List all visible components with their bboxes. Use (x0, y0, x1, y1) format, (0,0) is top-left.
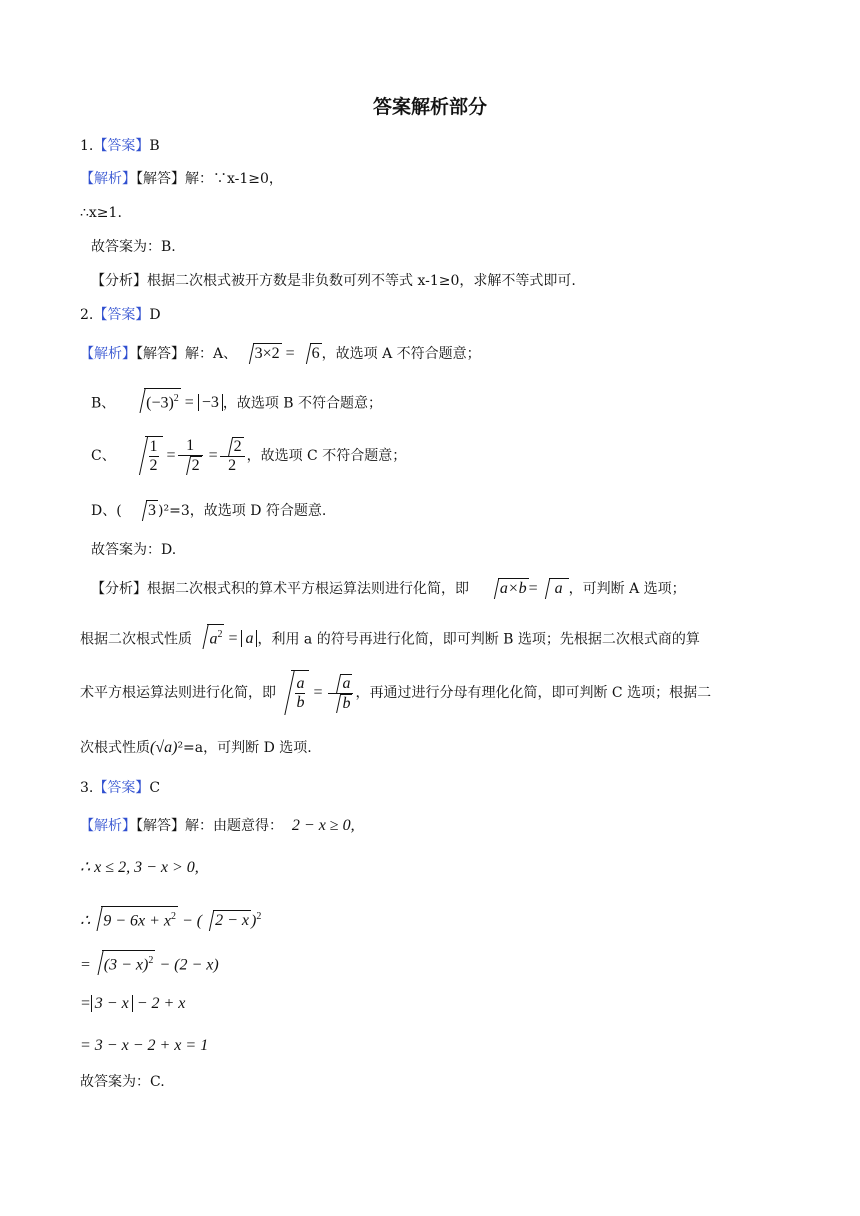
numerator: 1 (149, 437, 158, 455)
q3-solution-line (80, 816, 355, 836)
solution-tag: 【解答】 (136, 346, 185, 362)
radicand: 3 (148, 502, 157, 519)
comment-text: ，可判断 A 选项； (568, 581, 686, 597)
q2-comment-line3 (80, 670, 711, 715)
answer-tag: 【答案】 (93, 138, 150, 154)
radicand: 9 − 6x + x (103, 912, 171, 930)
radicand: 2 − x (215, 912, 250, 930)
q1-step: ∴x≥1. (80, 205, 122, 221)
q2-answer: D (149, 307, 161, 323)
option-c-formula: $\frac{1}{2}$ = $\frac{1}{2}$ = $\frac{2}{2}$ (134, 447, 247, 464)
denominator: 2 (228, 457, 237, 475)
option-b-text: ，故选项 B 不符合题意； (222, 395, 383, 412)
comment-text: 根据二次根式积的算术平方根运算法则进行化简，即 (147, 581, 469, 597)
answer-tag: 【答案】 (93, 307, 150, 323)
q3-step-5: = 3 − x − 2 + x = 1 (80, 1037, 209, 1054)
comment-tag: 【分析】 (91, 581, 147, 597)
q1-number: 1. (80, 138, 94, 154)
comment-text: 次根式性质 (80, 740, 150, 756)
option-d-text: )²=3，故选项 D 符合题意. (158, 503, 327, 519)
solution-tag: 【解答】 (136, 818, 185, 834)
q3-answer-line (80, 778, 160, 798)
analysis-tag: 【解析】 (80, 818, 136, 834)
q1-solution-line (80, 169, 283, 189)
q2-comment-line1 (91, 578, 686, 599)
q1-comment: 根据二次根式被开方数是非负数可列不等式 x-1≥0，求解不等式即可. (147, 273, 576, 289)
q1-solution: 解：∵x-1≥0， (185, 171, 283, 187)
option-a-text: ，故选项 A 不符合题意； (321, 346, 481, 362)
q1-answer: B (149, 138, 160, 154)
radicand: (3 − x) (103, 956, 149, 974)
q3-final: 故答案为：C. (80, 1074, 165, 1090)
option-c-text: ，故选项 C 不符合题意； (246, 448, 407, 464)
q3-step-4 (80, 994, 185, 1014)
q3-step-1: ∴ x ≤ 2, 3 − x > 0, (80, 859, 199, 876)
abs-property-formula: $a^2 = a$ (196, 630, 257, 647)
analysis-tag: 【解析】 (80, 171, 136, 187)
answer-tag: 【答案】 (93, 780, 150, 796)
q3-answer: C (149, 780, 161, 796)
q2-comment-line4 (80, 738, 312, 758)
comment-text: ，再通过进行分母有理化化简，即可判断 C 选项；根据二 (355, 685, 712, 701)
option-b-label: B、 (91, 395, 116, 412)
page-title: 答案解析部分 (372, 96, 487, 118)
operator: − ( (177, 912, 203, 930)
square-property-formula: (√a) (150, 739, 178, 756)
q3-condition-formula: 2 − x ≥ 0, (291, 817, 355, 834)
comment-tag: 【分析】 (91, 273, 147, 289)
equals: = (184, 394, 194, 412)
denominator: 2 (191, 457, 200, 475)
q3-solution-text: 解：由题意得： (185, 818, 283, 834)
operator: − (2 − x) (155, 956, 219, 974)
denominator: 2 (149, 456, 158, 474)
q2-final: 故答案为：D. (91, 542, 177, 558)
comment-text: ，利用 a 的符号再进行化简，即可判断 B 选项；先根据二次根式商的算 (257, 631, 700, 648)
analysis-tag: 【解析】 (80, 346, 136, 362)
comment-text: 术平方根运算法则进行化简，即 (80, 685, 276, 701)
option-a-formula (242, 345, 322, 362)
equals: = (80, 995, 91, 1012)
radicand: a×b (499, 580, 527, 597)
q1-final: 故答案为：B. (91, 239, 176, 255)
q2-comment-line2 (80, 624, 700, 649)
option-c-label: C、 (91, 448, 116, 464)
radicand: a (550, 580, 567, 597)
product-rule-formula: a×b = a (487, 580, 569, 597)
q2-answer-line (80, 305, 161, 325)
equals: = (80, 956, 91, 974)
q3-step-2: ∴ $9 - 6x + x^2$ − ( 2 − x )$^2$ (80, 906, 261, 931)
solution-tag: 【解答】 (136, 171, 185, 187)
absolute-value: −3 (198, 394, 223, 411)
comment-text: ²=a，可判断 D 选项. (177, 740, 312, 756)
comment-text: 根据二次根式性质 (80, 631, 192, 648)
q2-option-b (91, 388, 382, 413)
option-d-formula (135, 500, 158, 521)
radicand: 3×2 (254, 345, 280, 362)
q1-answer-line (80, 136, 160, 156)
radicand: (−3) (146, 394, 174, 412)
therefore: ∴ (80, 912, 91, 930)
q2-option-c (91, 436, 406, 475)
radicand: 6 (311, 345, 320, 362)
paren: ) (251, 912, 257, 930)
exponent: 2 (173, 393, 179, 404)
option-d-label: D、( (91, 503, 122, 519)
q3-number: 3. (80, 780, 94, 796)
numerator: 2 (233, 438, 242, 456)
quotient-rule-formula: $\frac{a}{b}$ = $\frac{a}{b}$ (280, 684, 355, 701)
numerator: 1 (178, 437, 203, 456)
q1-comment-line (91, 271, 576, 291)
q2-option-d (91, 500, 326, 521)
operator: − 2 + x (132, 995, 186, 1012)
option-a-label: 解：A、 (185, 346, 238, 362)
q2-option-a (80, 343, 481, 364)
q3-step-3: = $(3 - x)^2 - (2 - x)$ (80, 950, 219, 975)
absolute-value: 3 − x (91, 995, 133, 1012)
q2-number: 2. (80, 307, 94, 323)
option-b-formula (133, 394, 223, 411)
equals: = (285, 345, 295, 362)
